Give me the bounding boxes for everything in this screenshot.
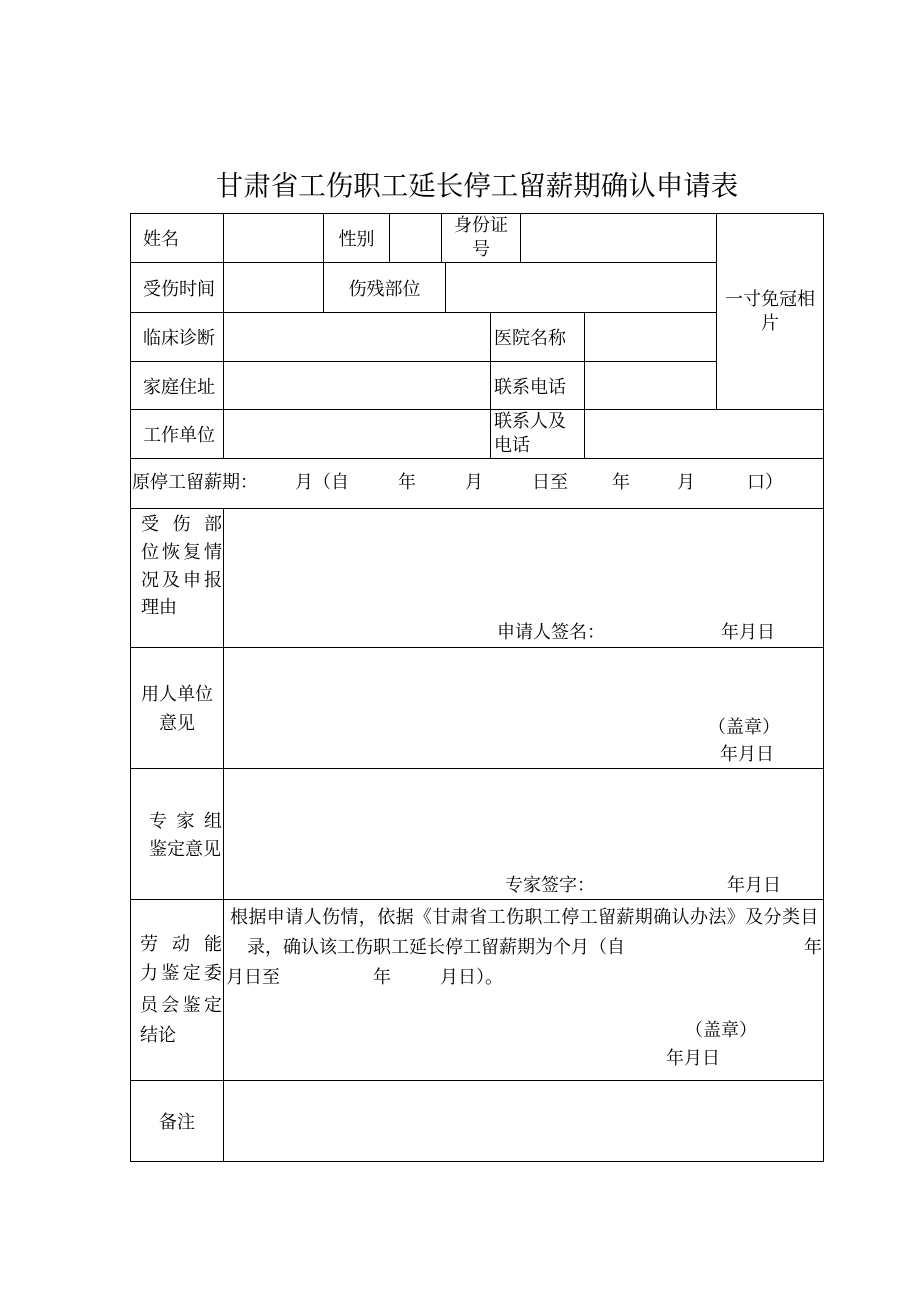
name-label-cell xyxy=(130,213,224,263)
id-value-cell xyxy=(520,213,717,263)
expert-signature-date: 年月日 xyxy=(727,875,781,896)
original-period-day-to: 日至 xyxy=(532,472,568,493)
expert-opinion-label-line: 鉴定意见 xyxy=(149,839,221,860)
address-label-cell xyxy=(130,361,224,410)
name-value-cell xyxy=(223,213,324,263)
applicant-signature-date: 年月日 xyxy=(721,622,775,643)
original-period-month-from: 月（自 xyxy=(295,472,349,493)
diagnosis-label: 临床诊断 xyxy=(143,328,215,349)
phone-value-cell xyxy=(584,361,717,410)
conclusion-text-line-3c: 月日）。 xyxy=(440,967,503,988)
id-label-cell xyxy=(441,213,521,263)
committee-seal-label: （盖章） xyxy=(685,1020,757,1041)
conclusion-text-line-2: 录，确认该工伤职工延长停工留薪期为个月（自 xyxy=(247,937,625,958)
diagnosis-label-cell xyxy=(130,312,224,362)
expert-opinion-label-cell xyxy=(130,768,232,900)
recovery-label-line: 理由 xyxy=(141,597,177,618)
committee-content-cell xyxy=(223,899,824,1081)
expert-opinion-label-line: 专家组 xyxy=(149,811,232,832)
hospital-label: 医院名称 xyxy=(494,328,566,349)
recovery-content-cell xyxy=(223,508,824,648)
employer-value-cell xyxy=(223,409,491,459)
photo-label: 一寸免冠相片 xyxy=(725,288,815,334)
original-period-label: 原停工留薪期： xyxy=(132,472,258,493)
remarks-content-cell xyxy=(223,1080,824,1162)
committee-label-cell xyxy=(130,899,236,1081)
conclusion-text-line-2-year: 年 xyxy=(804,937,822,958)
original-period-row xyxy=(130,458,824,509)
form-title: 甘肃省工伤职工延长停工留薪期确认申请表 xyxy=(215,170,739,202)
hospital-value-cell xyxy=(584,312,717,362)
committee-label-line: 劳动能 xyxy=(140,934,236,955)
remarks-label: 备注 xyxy=(159,1112,195,1133)
injury-time-label-cell xyxy=(130,262,224,313)
applicant-signature-label: 申请人签名： xyxy=(497,622,605,643)
original-period-month-2: 月 xyxy=(677,472,695,493)
employer-label-cell xyxy=(130,409,224,459)
gender-value-cell xyxy=(389,213,442,263)
employer-opinion-content-cell xyxy=(223,647,824,769)
original-period-year-2: 年 xyxy=(612,472,630,493)
employer-label: 工作单位 xyxy=(143,425,215,446)
employer-opinion-label-cell xyxy=(130,647,224,769)
address-value-cell xyxy=(223,361,491,410)
recovery-label-line: 况及申报 xyxy=(141,570,225,591)
expert-signature-label: 专家签字： xyxy=(505,875,595,896)
committee-conclusion-date: 年月日 xyxy=(666,1048,720,1069)
employer-opinion-label-line: 用人单位 xyxy=(141,684,213,705)
id-label: 身份证号 xyxy=(454,215,508,260)
phone-label: 联系电话 xyxy=(494,376,566,398)
employer-seal-label: （盖章） xyxy=(708,717,780,738)
disability-part-label: 伤残部位 xyxy=(348,278,421,300)
gender-label-cell xyxy=(323,213,390,263)
conclusion-text-line-3a: 月日至 xyxy=(226,967,280,988)
committee-label-line: 力鉴定委 xyxy=(140,963,226,984)
recovery-label-line: 受伤部 xyxy=(141,514,236,535)
conclusion-text-line-3b: 年 xyxy=(373,967,391,988)
name-label: 姓名 xyxy=(143,229,179,250)
hospital-label-cell xyxy=(490,312,585,362)
injury-time-label: 受伤时间 xyxy=(143,278,215,300)
disability-part-value-cell xyxy=(445,262,717,313)
committee-label-line: 结论 xyxy=(140,1025,176,1046)
contact-value-cell xyxy=(584,409,824,459)
original-period-year-1: 年 xyxy=(398,472,416,493)
committee-label-line: 员会鉴定 xyxy=(140,995,226,1016)
employer-opinion-date: 年月日 xyxy=(720,744,774,765)
expert-opinion-content-cell xyxy=(223,768,824,900)
conclusion-text-line-1: 根据申请人伤情，依据《甘肃省工伤职工停工留薪期确认办法》及分类目 xyxy=(230,907,819,928)
original-period-day-end: 口） xyxy=(747,472,783,493)
gender-label: 性别 xyxy=(338,229,375,250)
disability-part-label-cell xyxy=(323,262,446,313)
diagnosis-value-cell xyxy=(223,312,491,362)
remarks-label-cell xyxy=(130,1080,224,1162)
original-period-month-1: 月 xyxy=(465,472,483,493)
contact-label: 联系人及电话 xyxy=(494,411,566,456)
recovery-label-cell xyxy=(130,508,236,648)
employer-opinion-label-line: 意见 xyxy=(159,713,195,734)
recovery-label-line: 位恢复情 xyxy=(141,542,225,563)
injury-time-value-cell xyxy=(223,262,324,313)
phone-label-cell xyxy=(490,361,585,410)
photo-cell xyxy=(716,213,824,410)
address-label: 家庭住址 xyxy=(143,376,215,398)
contact-label-cell xyxy=(490,409,585,459)
